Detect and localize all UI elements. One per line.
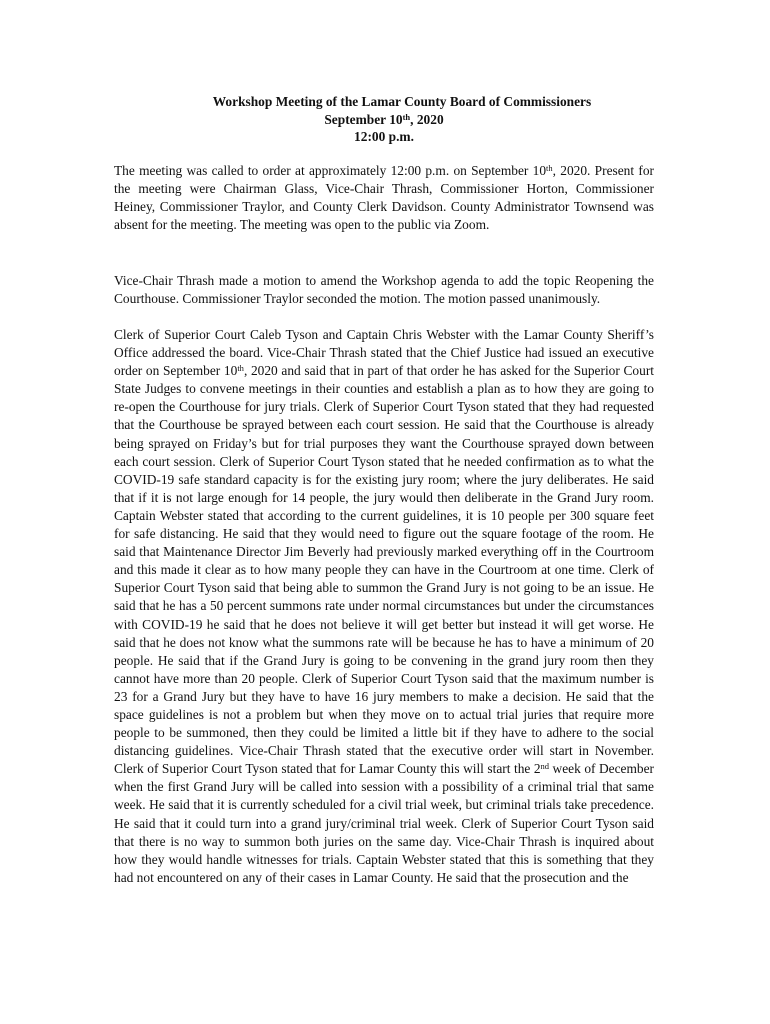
meeting-date: September 10th, 2020 xyxy=(324,111,444,127)
paragraph-call-to-order: The meeting was called to order at approximately 12:00 p.m. on September 10th, 2020. Present for the meeting were Chairman Glass, Vice-Chair Thrash, Commissioner Horton, Commissioner Heiney, Commissioner Traylor, and County Clerk Davidson. County Administrator Townsend was absent for the meeting. The meeting was open to the public via Zoom. xyxy=(114,163,654,233)
paragraph-reopening-courthouse: Clerk of Superior Court Caleb Tyson and Captain Chris Webster with the Lamar County Sheriff’s Office addressed the board. Vice-Chair Thrash stated that the Chief Justice had issued an executive order on September 10th, 2020 and said that in part of that order he has asked for the Superior Court State Judges to convene meetings in their counties and establish a plan as to how they are going to re-open the Courthouse for jury trials. Clerk of Superior Court Tyson stated that they had requested that the Courthouse be sprayed between each court session. He said that the Courthouse is already being sprayed on Friday’s but for trial purposes they want the Courthouse sprayed down between each court session. Clerk of Superior Court Tyson stated that he needed confirmation as to what the COVID-19 safe standard capacity is for the existing jury room; where the jury deliberates. He said that if it is not large enough for 14 people, the jury would then deliberate in the Grand Jury room. Captain Webster stated that according to the current guidelines, it is 10 people per 300 square feet for safe distancing. He said that they would need to figure out the square footage of the room. He said that Maintenance Director Jim Beverly had previously marked everything off in the Courtroom and this made it clear as to how many people they can have in the Courtroom at one time. Clerk of Superior Court Tyson said that being able to summon the Grand Jury is not going to be an issue. He said that he has a 50 percent summons rate under normal circumstances but under the circumstances with COVID-19 he said that he does not believe it will get better but instead it will get worse. He said that he does not know what the summons rate will be because he has to have a minimum of 20 people. He said that if the Grand Jury is going to be convening in the grand jury room then they cannot have more than 20 people. Clerk of Superior Court Tyson said that the maximum number is 23 for a Grand Jury but they have to have 16 jury members to make a decision. He said that the space guidelines is not a problem but when they move on to actual trial juries that require more people to be summoned, then they could be limited a little bit if they have to adhere to the social distancing guidelines. Vice-Chair Thrash stated that the executive order will start in November. Clerk of Superior Court Tyson stated that for Lamar County this will start the 2nd week of December when the first Grand Jury will be called into session with a possibility of a criminal trial that same week. He said that it is currently scheduled for a civil trial week, but criminal trials take precedence. He said that it could turn into a grand jury/criminal trial week. Clerk of Superior Court Tyson said that there is no way to summon both juries on the same day. Vice-Chair Thrash is inquired about how they would handle witnesses for trials. Captain Webster stated that this is something that they had not encountered on any of their cases in Lamar County. He said that the prosecution and the xyxy=(114,327,655,885)
meeting-time: 12:00 p.m. xyxy=(354,129,414,144)
paragraph-agenda-motion: Vice-Chair Thrash made a motion to amend the Workshop agenda to add the topic Reopening the Courthouse. Commissioner Traylor seconded the motion. The motion passed unanimously. xyxy=(114,273,654,307)
document-heading xyxy=(114,93,654,146)
meeting-title: Workshop Meeting of the Lamar County Board of Commissioners xyxy=(212,94,592,109)
